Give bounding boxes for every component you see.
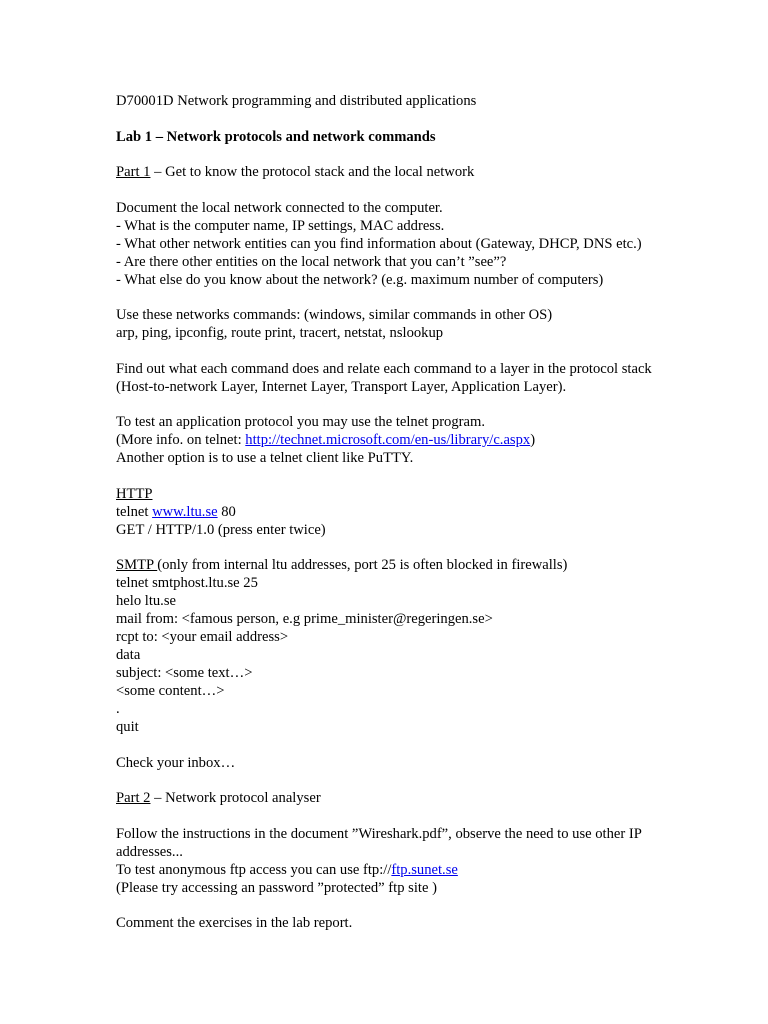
bullet-unseen-entities: - Are there other entities on the local network that you can’t ”see”? [116, 253, 507, 270]
more-info-prefix: (More info. on telnet: [116, 432, 246, 448]
part2-heading [116, 789, 656, 807]
http-telnet-line [116, 503, 656, 521]
smtp-line: data [116, 647, 141, 663]
smtp-note: (only from internal ltu addresses, port 25 is often blocked in firewalls) [157, 557, 568, 573]
protected-ftp-line: (Please try accessing an password ”protected” ftp site ) [116, 879, 437, 896]
more-info-line [116, 431, 656, 449]
part2-title: – Network protocol analyser [150, 790, 321, 806]
comment-line: Comment the exercises in the lab report. [116, 915, 353, 931]
smtp-line: rcpt to: <your email address> [116, 629, 289, 645]
wireshark-paragraph: Follow the instructions in the document ”Wireshark.pdf”, observe the need to use other IP addresses... [116, 825, 642, 860]
smtp-line: mail from: <famous person, e.g prime_minister@regeringen.se> [116, 611, 493, 627]
lab-title: Lab 1 – Network protocols and network commands [116, 128, 436, 145]
smtp-line: <some content…> [116, 683, 225, 699]
putty-line: Another option is to use a telnet client like PuTTY. [116, 450, 414, 466]
smtp-line: helo ltu.se [116, 593, 176, 609]
telnet-intro: To test an application protocol you may use the telnet program. [116, 414, 485, 430]
check-inbox: Check your inbox… [116, 754, 236, 771]
course-title: D70001D Network programming and distributed applications [116, 93, 477, 109]
bullet-network-entities: - What other network entities can you find information about (Gateway, DHCP, DNS etc.) [116, 235, 642, 252]
find-out-paragraph: Find out what each command does and relate each command to a layer in the protocol stack (Host-to-network Layer, Internet Layer, Transport Layer, Application Layer). [116, 360, 652, 395]
smtp-line: quit [116, 719, 139, 735]
smtp-heading-line [116, 556, 656, 574]
part1-label: Part 1 [116, 164, 151, 180]
smtp-heading: SMTP [116, 557, 158, 573]
smtp-line: . [116, 701, 120, 717]
http-telnet-prefix: telnet [116, 503, 153, 520]
http-telnet-suffix: 80 [217, 503, 236, 520]
commands-list: arp, ping, ipconfig, route print, tracert, netstat, nslookup [116, 325, 444, 341]
ftp-prefix: To test anonymous ftp access you can use ftp:// [116, 861, 392, 878]
more-info-suffix: ) [530, 432, 536, 448]
bullet-network-knowledge: - What else do you know about the network? (e.g. maximum number of computers) [116, 271, 604, 288]
commands-intro: Use these networks commands: (windows, similar commands in other OS) [116, 307, 553, 323]
http-heading: HTTP [116, 485, 153, 502]
http-get-line: GET / HTTP/1.0 (press enter twice) [116, 521, 326, 538]
bullet-computer-name: - What is the computer name, IP settings, MAC address. [116, 217, 445, 234]
technet-link[interactable]: http://technet.microsoft.com/en-us/library/c.aspx [245, 432, 531, 448]
sunet-ftp-link[interactable]: ftp.sunet.se [391, 861, 458, 878]
ftp-line [116, 861, 656, 879]
part1-intro: Document the local network connected to the computer. [116, 199, 443, 216]
part2-label: Part 2 [116, 790, 151, 806]
smtp-line: telnet smtphost.ltu.se 25 [116, 575, 258, 591]
part1-heading [116, 163, 656, 181]
ltu-link[interactable]: www.ltu.se [152, 503, 218, 520]
document-body [116, 92, 656, 932]
smtp-line: subject: <some text…> [116, 665, 253, 681]
part1-title: – Get to know the protocol stack and the local network [150, 164, 475, 180]
